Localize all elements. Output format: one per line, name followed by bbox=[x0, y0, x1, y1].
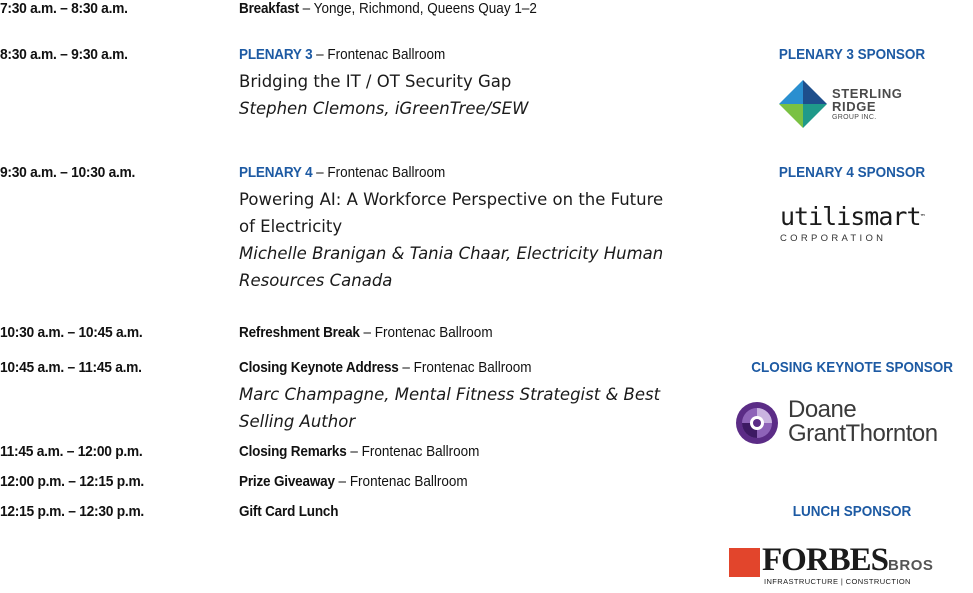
event-location: Frontenac Ballroom bbox=[413, 359, 532, 376]
grant-thornton-swirl-icon bbox=[735, 401, 779, 445]
time-slot-closing-keynote: 10:45 a.m. – 11:45 a.m. bbox=[0, 359, 142, 376]
event-refreshment-break: Refreshment Break – Frontenac Ballroom bbox=[239, 324, 493, 341]
time-slot-plenary-4: 9:30 a.m. – 10:30 a.m. bbox=[0, 164, 136, 181]
time-slot-refreshment-break: 10:30 a.m. – 10:45 a.m. bbox=[0, 324, 143, 341]
event-breakfast: Breakfast – Yonge, Richmond, Queens Quay 1–2 bbox=[239, 0, 537, 17]
sterling-ridge-logo bbox=[779, 79, 929, 131]
event-plenary-3: PLENARY 3 – Frontenac Ballroom bbox=[239, 46, 446, 63]
utilismart-logo: utilismart™ CORPORATION bbox=[780, 202, 924, 244]
forbes-bros-logo: FORBESBROS INFRASTRUCTURE | CONSTRUCTION bbox=[729, 546, 969, 588]
event-location: Frontenac Ballroom bbox=[374, 324, 493, 341]
plenary-3-sponsor-heading: PLENARY 3 SPONSOR bbox=[778, 46, 926, 63]
event-name: Gift Card Lunch bbox=[239, 503, 339, 520]
time-slot-closing-remarks: 11:45 a.m. – 12:00 p.m. bbox=[0, 443, 143, 460]
event-location: Frontenac Ballroom bbox=[327, 164, 446, 181]
time-slot-breakfast: 7:30 a.m. – 8:30 a.m. bbox=[0, 0, 128, 17]
event-location: Frontenac Ballroom bbox=[361, 443, 480, 460]
session-speaker-line-2: Selling Author bbox=[239, 412, 356, 431]
doane-grant-thornton-logo: Doane GrantThornton bbox=[735, 397, 967, 449]
event-name: PLENARY 3 bbox=[239, 46, 313, 63]
event-lunch bbox=[239, 503, 338, 520]
closing-keynote-sponsor-heading: CLOSING KEYNOTE SPONSOR bbox=[751, 359, 953, 376]
event-name: Closing Keynote Address bbox=[239, 359, 399, 376]
time-slot-plenary-3: 8:30 a.m. – 9:30 a.m. bbox=[0, 46, 128, 63]
time-slot-lunch: 12:15 p.m. – 12:30 p.m. bbox=[0, 503, 144, 520]
event-location: Yonge, Richmond, Queens Quay 1–2 bbox=[313, 0, 537, 17]
event-name: Prize Giveaway bbox=[239, 473, 335, 490]
event-location: Frontenac Ballroom bbox=[349, 473, 468, 490]
lunch-sponsor-heading: LUNCH SPONSOR bbox=[792, 503, 912, 520]
event-plenary-4: PLENARY 4 – Frontenac Ballroom bbox=[239, 164, 446, 181]
event-name: Refreshment Break bbox=[239, 324, 360, 341]
sterling-ridge-diamond-icon bbox=[779, 80, 827, 128]
event-closing-remarks: Closing Remarks – Frontenac Ballroom bbox=[239, 443, 480, 460]
session-speaker-line-1: Marc Champagne, Mental Fitness Strategist & Best bbox=[239, 385, 661, 404]
session-title: Bridging the IT / OT Security Gap bbox=[239, 72, 512, 91]
plenary-4-sponsor-heading: PLENARY 4 SPONSOR bbox=[778, 164, 926, 181]
event-prize-giveaway: Prize Giveaway – Frontenac Ballroom bbox=[239, 473, 468, 490]
sterling-ridge-wordmark: STERLING RIDGE GROUP INC. bbox=[832, 86, 903, 121]
event-closing-keynote: Closing Keynote Address – Frontenac Ballroom bbox=[239, 359, 532, 376]
session-title-line-1: Powering AI: A Workforce Perspective on the Future bbox=[239, 190, 664, 209]
forbes-red-block-icon bbox=[729, 548, 760, 577]
time-slot-prize-giveaway: 12:00 p.m. – 12:15 p.m. bbox=[0, 473, 144, 490]
session-speaker: Stephen Clemons, iGreenTree/SEW bbox=[239, 99, 529, 118]
event-name: PLENARY 4 bbox=[239, 164, 313, 181]
event-name: Breakfast bbox=[239, 0, 299, 17]
session-title-line-2: of Electricity bbox=[239, 217, 343, 236]
event-name: Closing Remarks bbox=[239, 443, 347, 460]
session-speaker-line-2: Resources Canada bbox=[239, 271, 393, 290]
session-speaker-line-1: Michelle Branigan & Tania Chaar, Electricity Human bbox=[239, 244, 664, 263]
event-location: Frontenac Ballroom bbox=[327, 46, 446, 63]
